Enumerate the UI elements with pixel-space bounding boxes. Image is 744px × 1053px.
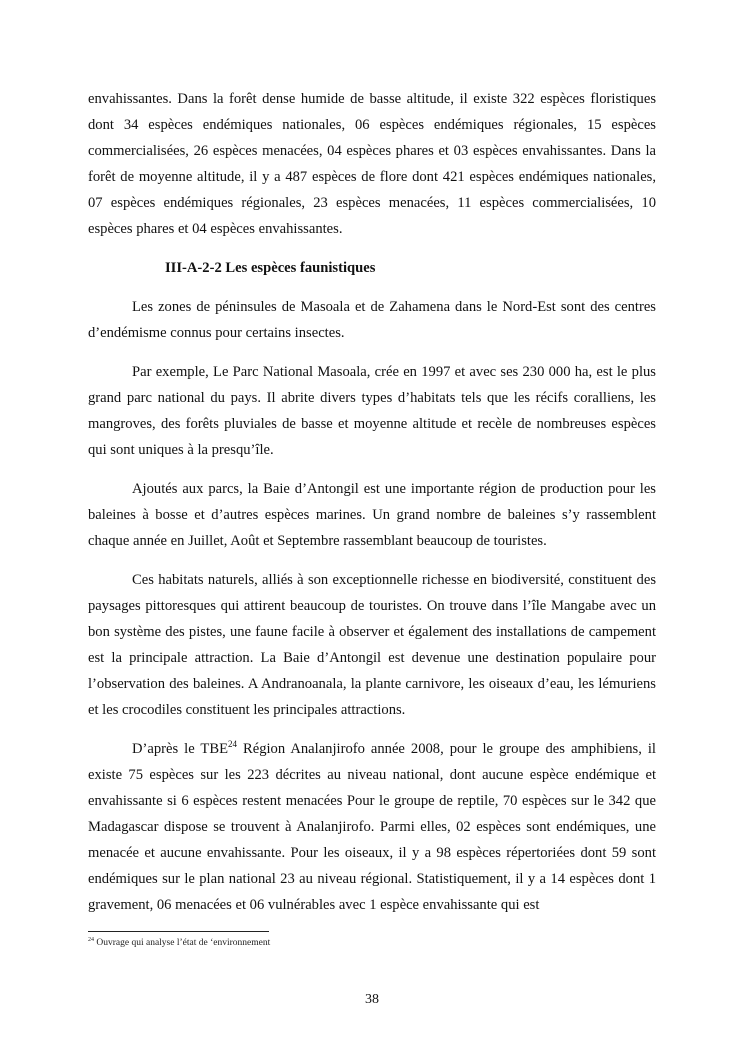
- paragraph-natural-habitats: Ces habitats naturels, alliés à son exceptionnelle richesse en biodiversité, constituent des paysages pittoresques qui attirent beaucoup de touristes. On trouve dans l’île Mangabe avec un bon système des pistes, une faune facile à observer et également des installations de campement est la principale attraction. La Baie d’Antongil est devenue une destination populaire pour l’observation des baleines. A Andranoanala, la plante carnivore, les oiseaux d’eau, les lémuriens et les crocodiles constituent les principales attractions.: [88, 572, 656, 718]
- paragraph-endemism-zones: Les zones de péninsules de Masoala et de Zahamena dans le Nord-Est sont des centres d’endémisme connus pour certains insectes.: [88, 299, 656, 341]
- section-heading-fauna: III-A-2-2 Les espèces faunistiques: [165, 260, 376, 276]
- tbe-lead-text: D’après le TBE: [132, 741, 228, 757]
- tbe-body-text: Région Analanjirofo année 2008, pour le groupe des amphibiens, il existe 75 espèces sur les 223 décrites au niveau national, dont aucune espèce endémique et envahissante si 6 espèces restent menacées Pour le groupe de reptile, 70 espèces sur le 342 que Madagascar dispose se trouvent à Analanjirofo. Parmi elles, 02 espèces sont endémiques, une menacée et aucune envahissante. Pour les oiseaux, il y a 98 espèces répertoriées dont 59 sont endémiques sur le plan national 23 au niveau régional. Statistiquement, il y a 14 espèces dont 1 gravement, 06 menacées et 06 vulnérables avec 1 espèce envahissante qui est: [88, 741, 656, 913]
- footnote-text: Ouvrage qui analyse l’état de ‘environnement: [94, 938, 271, 948]
- paragraph-tbe-statistics: [88, 736, 656, 918]
- page-body: [88, 86, 656, 918]
- footnote-marker: 24: [88, 936, 94, 943]
- paragraph-masoala-park: Par exemple, Le Parc National Masoala, crée en 1997 et avec ses 230 000 ha, est le plus grand parc national du pays. Il abrite divers types d’habitats tels que les récifs coralliens, les mangroves, des forêts pluviales de basse et moyenne altitude et recèle de nombreuses espèces qui sont uniques à la presqu’île.: [88, 364, 656, 458]
- footnote: [88, 936, 270, 950]
- page-number: 38: [365, 992, 379, 1007]
- footnote-reference: 24: [228, 739, 237, 750]
- paragraph-antongil-bay: Ajoutés aux parcs, la Baie d’Antongil est une importante région de production pour les baleines à bosse et d’autres espèces marines. Un grand nombre de baleines s’y rassemblent chaque année en Juillet, Août et Septembre rassemblant beaucoup de touristes.: [88, 481, 656, 549]
- footnote-divider: [88, 931, 269, 932]
- paragraph-flora-counts: envahissantes. Dans la forêt dense humide de basse altitude, il existe 322 espèces floristiques dont 34 espèces endémiques nationales, 06 espèces endémiques régionales, 15 espèces commercialisées, 26 espèces menacées, 04 espèces phares et 03 espèces envahissantes. Dans la forêt de moyenne altitude, il y a 487 espèces de flore dont 421 espèces endémiques nationales, 07 espèces endémiques régionales, 23 espèces menacées, 11 espèces commercialisées, 10 espèces phares et 04 espèces envahissantes.: [88, 91, 656, 237]
